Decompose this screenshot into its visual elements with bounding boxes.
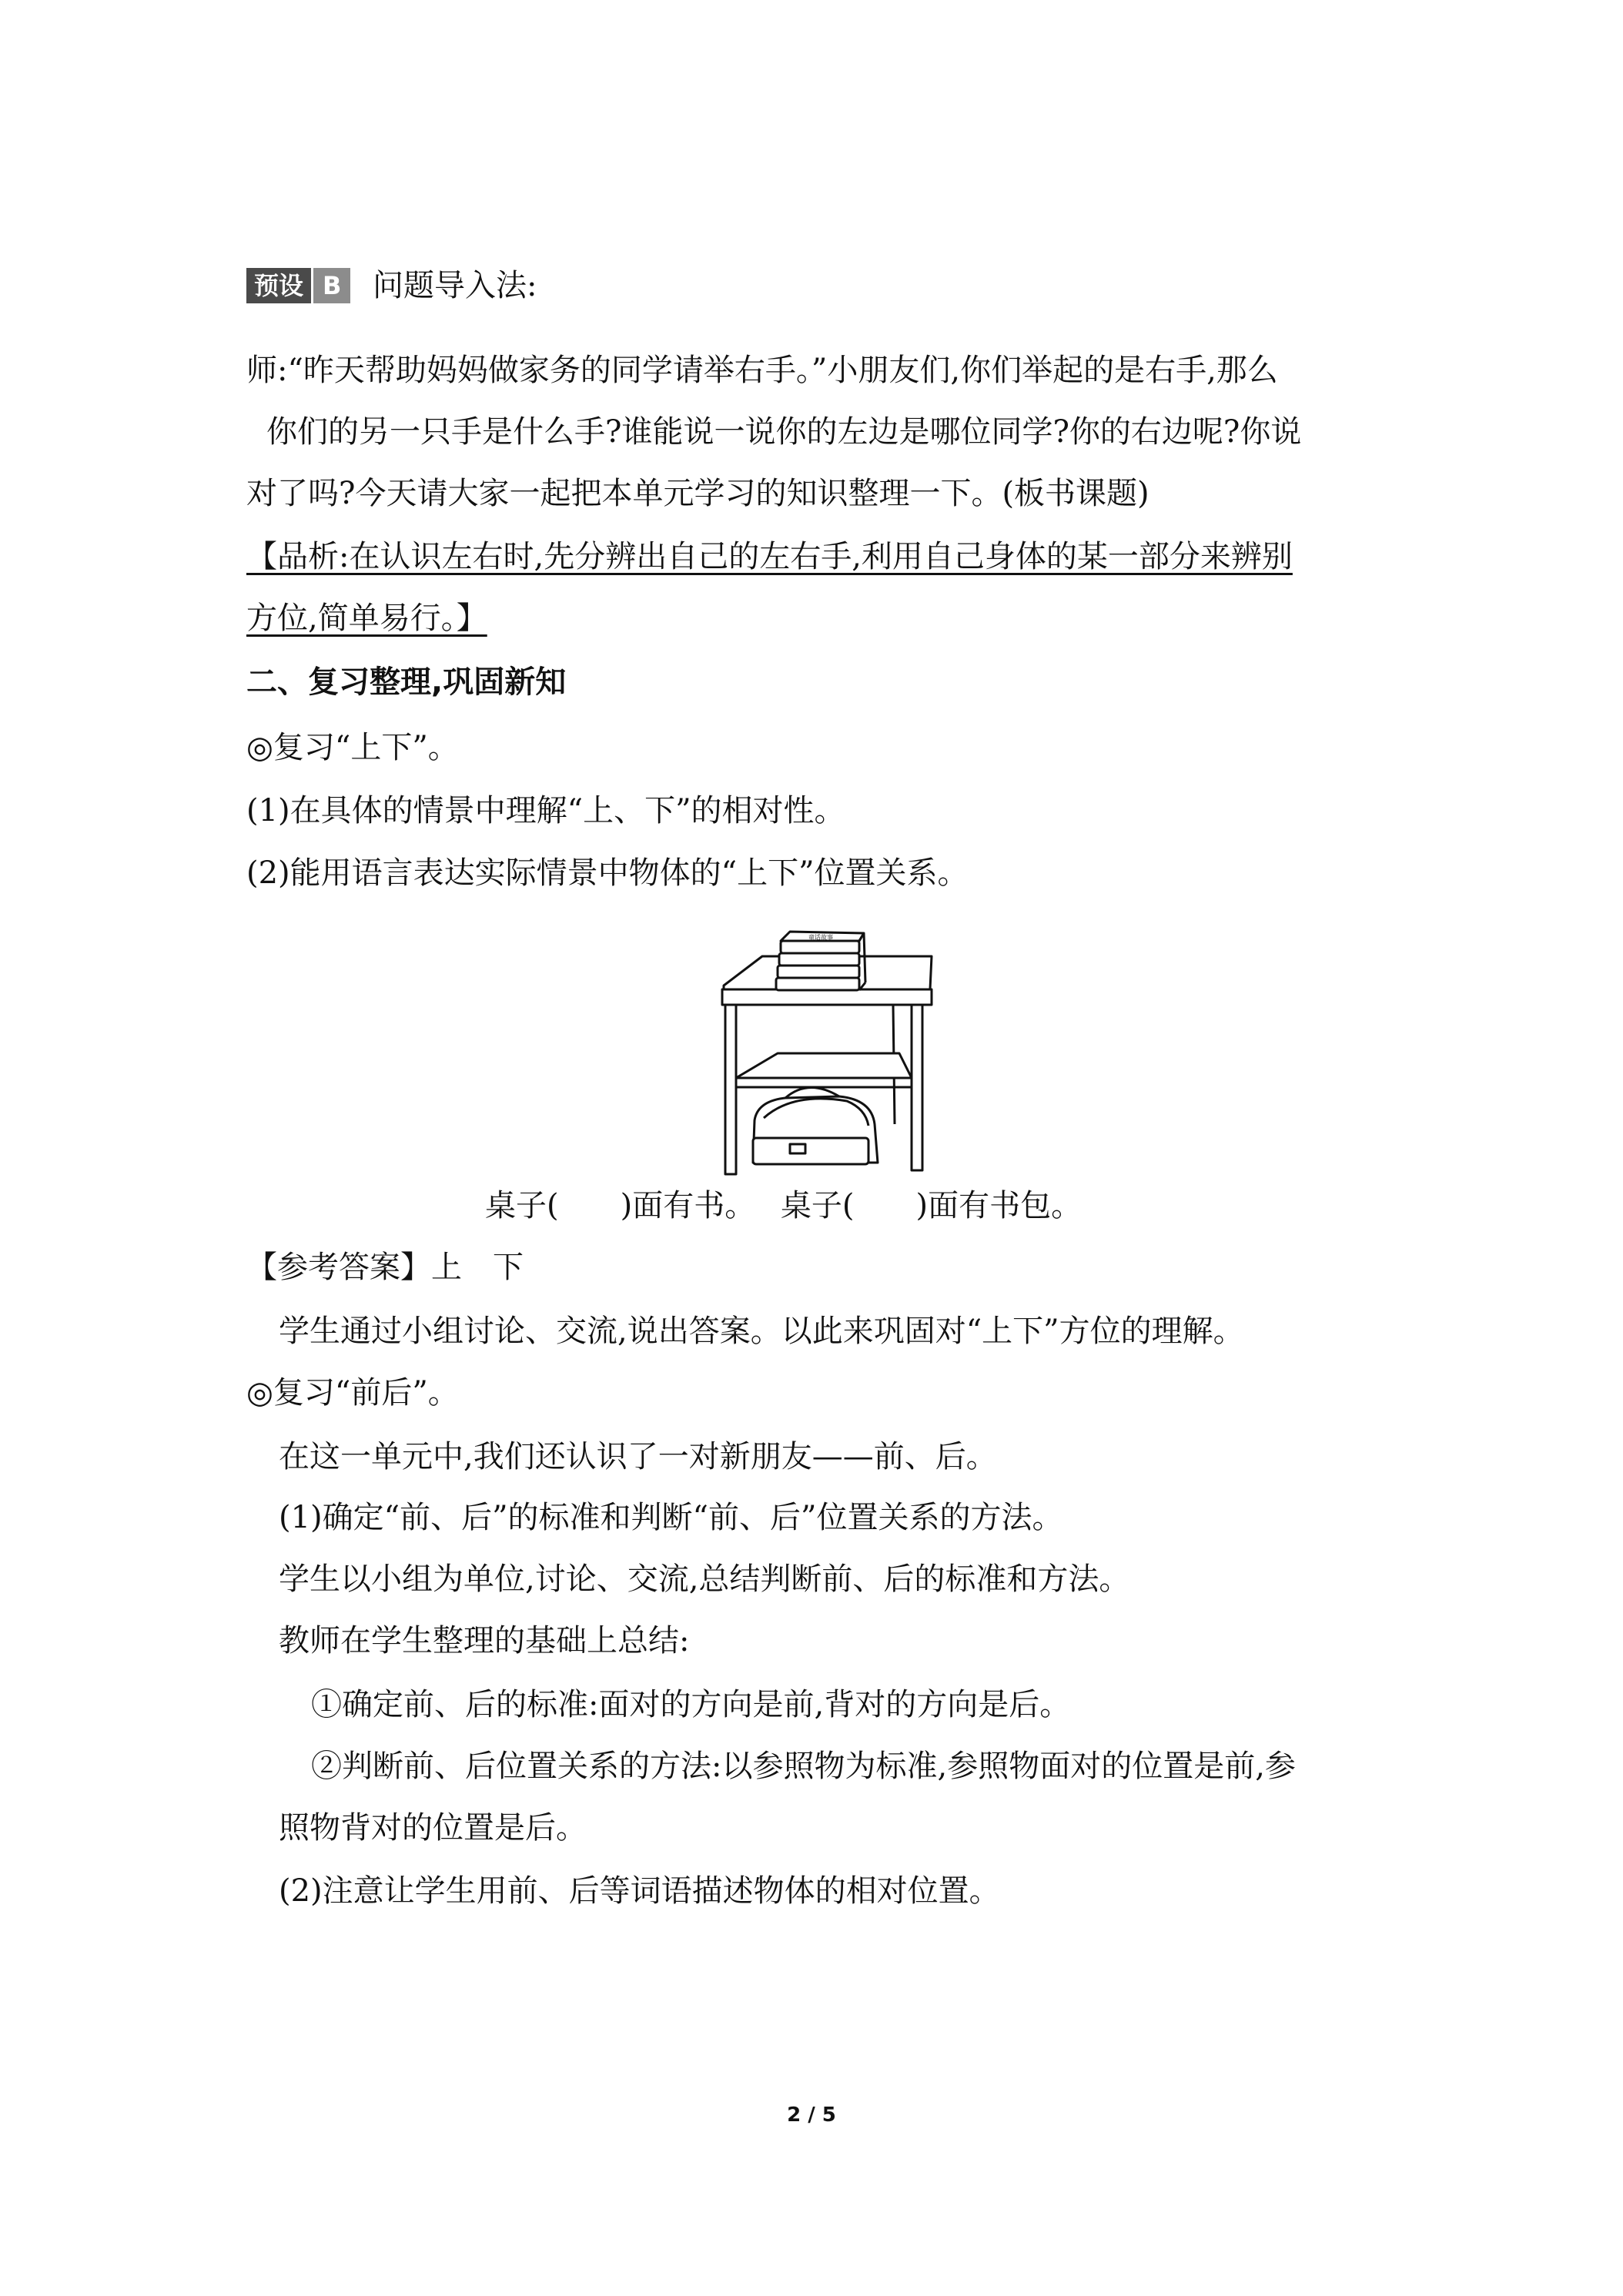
frontback-line-1: 在这一单元中,我们还认识了一对新朋友——前、后。: [279, 1439, 997, 1474]
frontback-line-8: (2)注意让学生用前、后等词语描述物体的相对位置。: [279, 1873, 1000, 1909]
intro-line-1: 师:“昨天帮助妈妈做家务的同学请举右手。”小朋友们,你们举起的是右手,那么: [246, 353, 1278, 388]
preset-badge-tag: 预设: [246, 268, 311, 303]
updown-question: 桌子( )面有书。 桌子( )面有书包。: [485, 1188, 1083, 1223]
preset-badge-letter: B: [313, 268, 350, 303]
frontback-line-6: ②判断前、后位置关系的方法:以参照物为标准,参照物面对的位置是前,参: [311, 1749, 1296, 1784]
frontback-line-5: ①确定前、后的标准:面对的方向是前,背对的方向是后。: [311, 1687, 1071, 1722]
frontback-line-3: 学生以小组为单位,讨论、交流,总结判断前、后的标准和方法。: [279, 1561, 1130, 1597]
frontback-line-7: 照物背对的位置是后。: [279, 1810, 587, 1846]
school-bag: [753, 1087, 878, 1164]
analysis-line-2: 方位,简单易行。】: [246, 601, 487, 636]
book-title-text: 童话故事: [808, 934, 833, 941]
review-updown-item-2: (2)能用语言表达实际情景中物体的“上下”位置关系。: [246, 855, 969, 891]
review-updown-title: ◎复习“上下”。: [246, 730, 459, 765]
intro-line-2: 你们的另一只手是什么手?谁能说一说你的左边是哪位同学?你的右边呢?你说: [266, 414, 1302, 450]
preset-title: 问题导入法:: [373, 268, 537, 303]
review-frontback-title: ◎复习“前后”。: [246, 1375, 459, 1411]
page-number: 2 / 5: [787, 2104, 836, 2127]
updown-discussion: 学生通过小组讨论、交流,说出答案。以此来巩固对“上下”方位的理解。: [279, 1314, 1244, 1349]
frontback-line-2: (1)确定“前、后”的标准和判断“前、后”位置关系的方法。: [279, 1500, 1063, 1535]
updown-answer: 【参考答案】上 下: [246, 1250, 524, 1285]
frontback-line-4: 教师在学生整理的基础上总结:: [279, 1623, 690, 1658]
intro-line-3: 对了吗?今天请大家一起把本单元学习的知识整理一下。(板书课题): [246, 476, 1149, 511]
review-updown-item-1: (1)在具体的情景中理解“上、下”的相对性。: [246, 793, 845, 828]
section-heading: 二、复习整理,巩固新知: [246, 664, 567, 700]
analysis-line-1: 【品析:在认识左右时,先分辨出自己的左右手,利用自己身体的某一部分来辨别: [246, 539, 1293, 574]
preset-badge: [246, 268, 350, 303]
desk-books-bag-illustration: [693, 916, 939, 1186]
